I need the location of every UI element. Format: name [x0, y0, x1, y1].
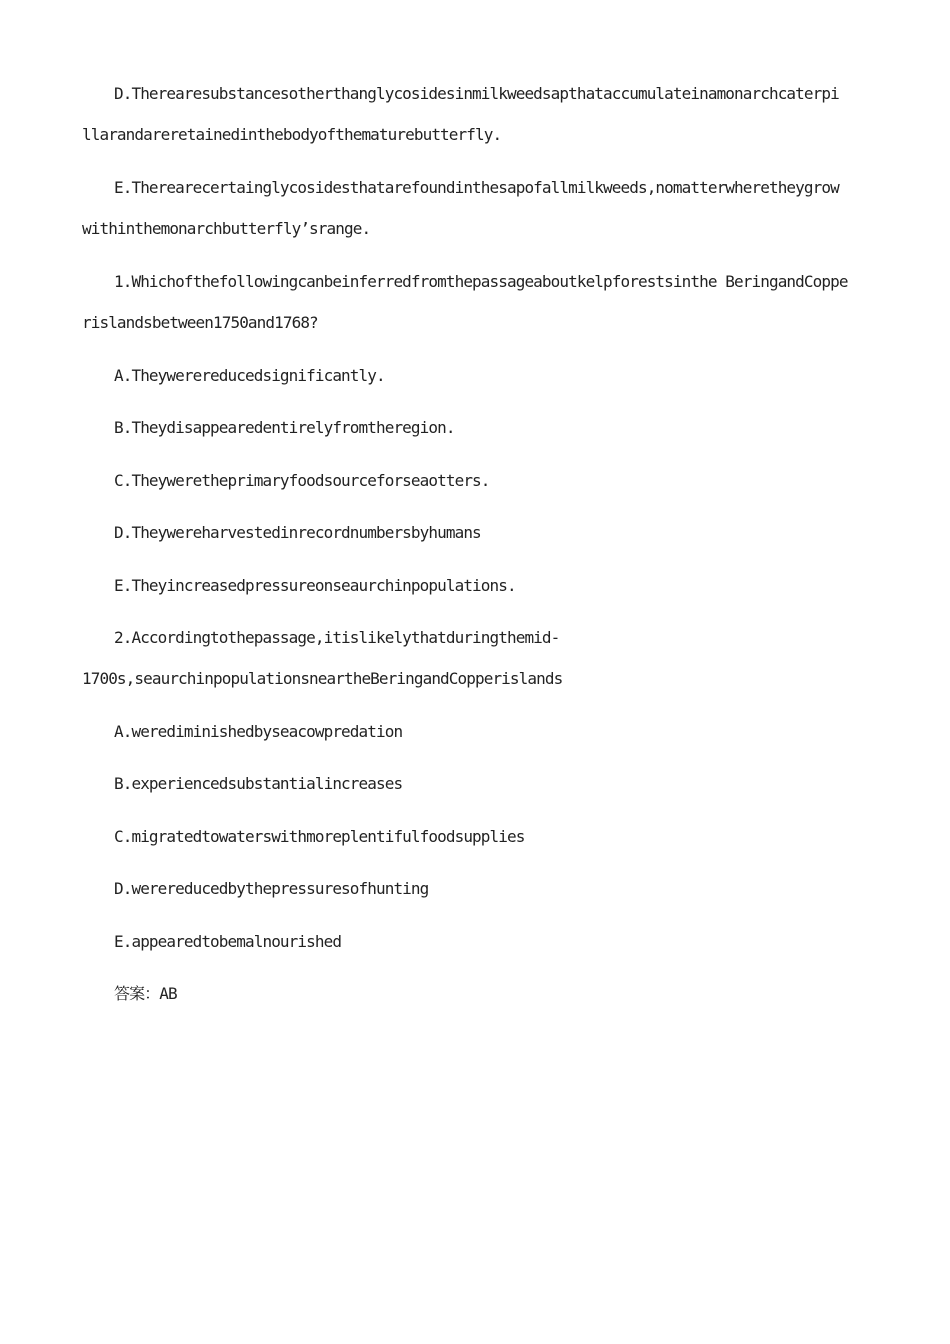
question1-option-c: C.Theyweretheprimaryfoodsourceforseaotters.: [114, 471, 490, 490]
prev-option-e-line1: E.Therearecertainglycosidesthatarefoundinthesapofallmilkweeds,nomatterwheretheygrow: [114, 178, 839, 197]
question1-stem-line1: 1.Whichofthefollowingcanbeinferredfromthepassageaboutkelpforestsinthe BeringandCoppe: [114, 272, 848, 291]
question1-option-d: D.Theywereharvestedinrecordnumbersbyhumans: [114, 523, 481, 542]
prev-option-e-line2: withinthemonarchbutterfly’srange.: [82, 219, 371, 238]
question2-option-d: D.werereducedbythepressuresofhunting: [114, 879, 429, 898]
question2-option-c: C.migratedtowaterswithmoreplentifulfoodsupplies: [114, 827, 525, 846]
question2-stem-line1: 2.Accordingtothepassage,itislikelythatduringthemid-: [114, 628, 560, 647]
question1-option-e: E.Theyincreasedpressureonseaurchinpopulations.: [114, 576, 516, 595]
question1-option-b: B.Theydisappearedentirelyfromtheregion.: [114, 418, 455, 437]
question1-stem-line2: rislandsbetween1750and1768?: [82, 313, 318, 332]
prev-option-d-line1: D.Therearesubstancesotherthanglycosidesinmilkweedsapthataccumulateinamonarchcaterpi: [114, 84, 839, 103]
question2-option-e: E.appearedtobemalnourished: [114, 932, 342, 951]
question2-stem-line2: 1700s,seaurchinpopulationsneartheBeringandCopperislands: [82, 669, 563, 688]
question2-option-b: B.experiencedsubstantialincreases: [114, 774, 403, 793]
prev-option-d-line2: llarandareretainedinthebodyofthematurebutterfly.: [82, 125, 502, 144]
question2-option-a: A.werediminishedbyseacowpredation: [114, 722, 403, 741]
answer-line: 答案：AB: [114, 984, 177, 1003]
question1-option-a: A.Theywerereducedsignificantly.: [114, 366, 385, 385]
